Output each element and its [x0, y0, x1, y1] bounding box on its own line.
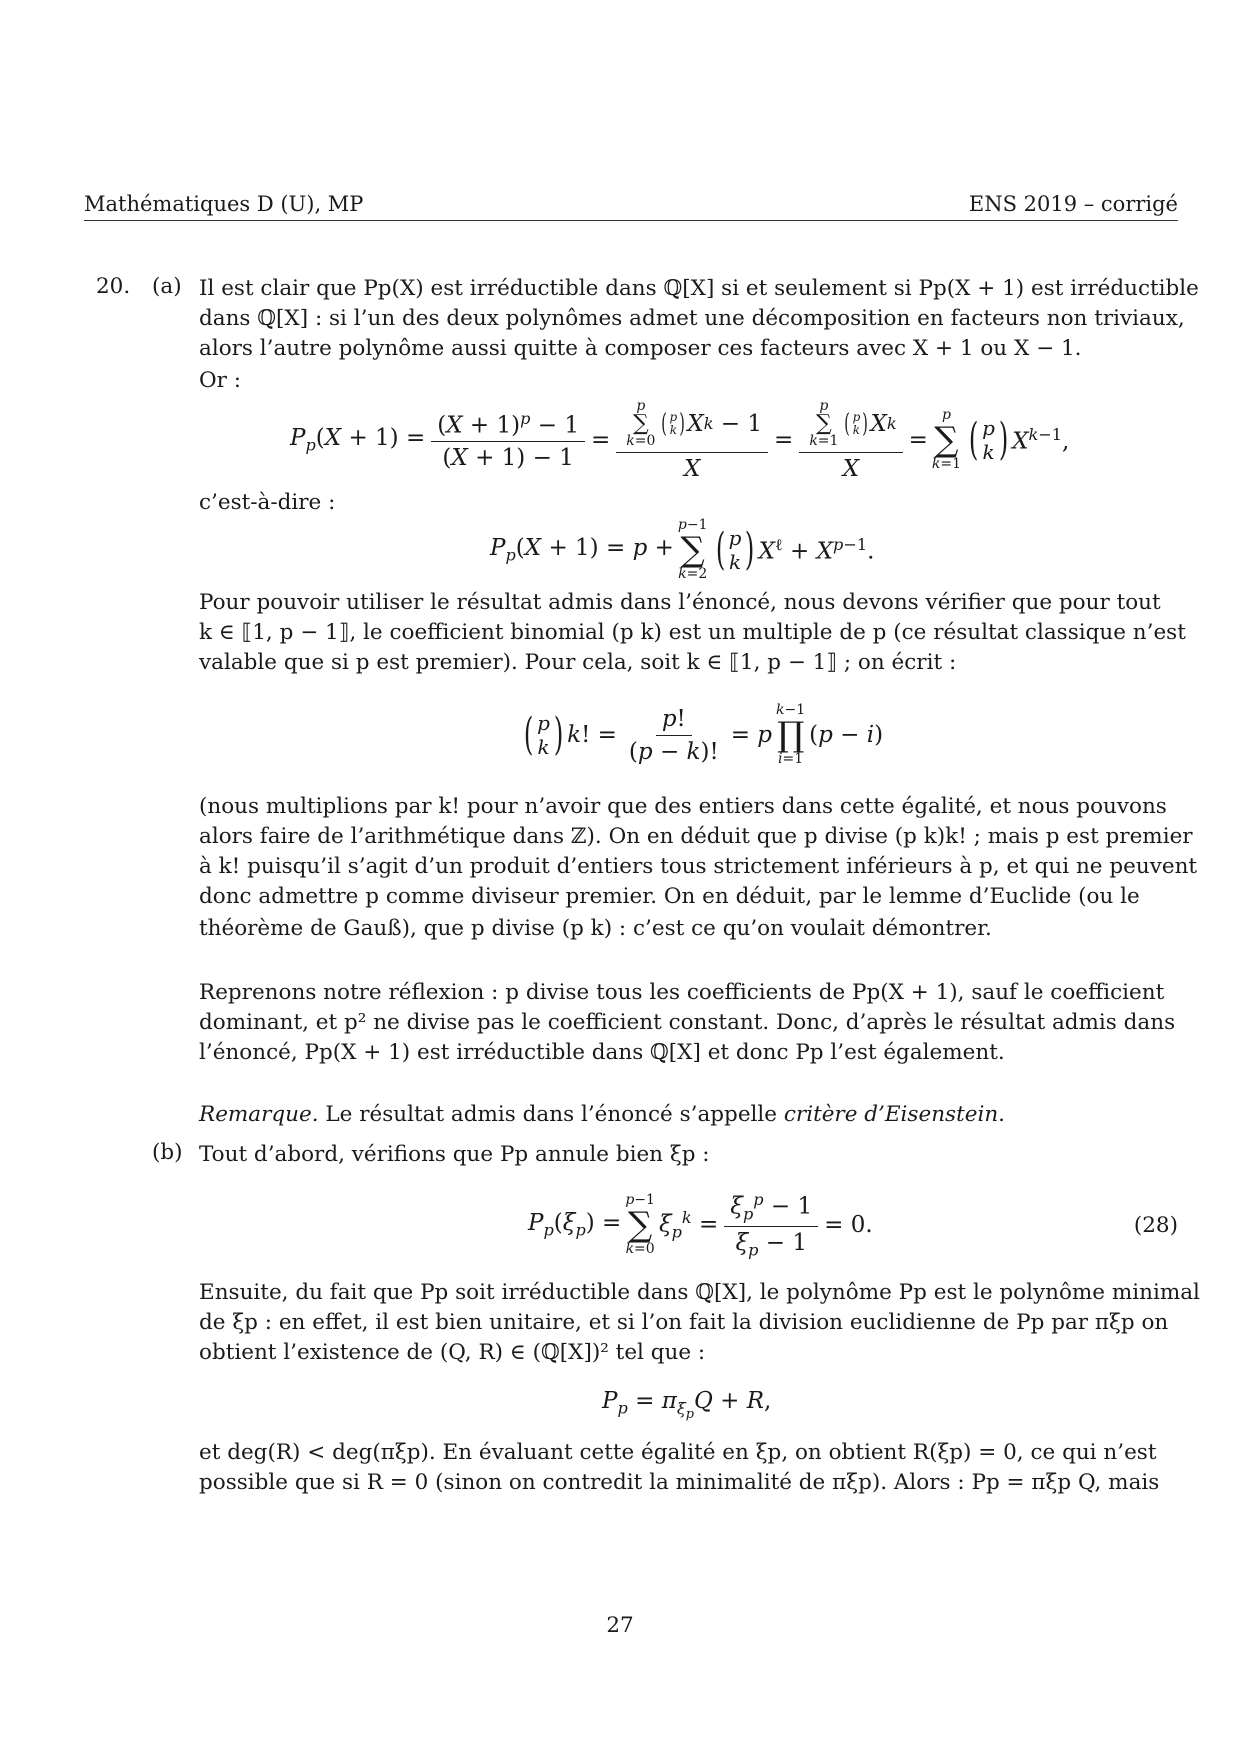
text-line: possible que si R = 0 (sinon on contredit la minimalité de πξp). Alors : Pp = πξp Q, mais	[199, 1470, 1160, 1495]
remark-term: critère d’Eisenstein	[783, 1102, 999, 1127]
remark-text: Le résultat admis dans l’énoncé s’appelle	[325, 1102, 778, 1127]
text-line: à k! puisqu’il s’agit d’un produit d’entiers tous strictement inférieurs à p, et qui ne peuvent	[199, 854, 1198, 879]
text-line: dans ℚ[X] : si l’un des deux polynômes admet une décomposition en facteurs non triviaux,	[199, 306, 1185, 331]
remark: Remarque. Le résultat admis dans l’énoncé s’appelle critère d’Eisenstein.	[199, 1102, 1006, 1127]
text-line: Reprenons notre réflexion : p divise tous les coefficients de Pp(X + 1), sauf le coefficient	[199, 980, 1165, 1005]
part-a-label: (a)	[152, 274, 182, 299]
text-line: Il est clair que Pp(X) est irréductible dans ℚ[X] si et seulement si Pp(X + 1) est irréductible	[199, 276, 1199, 301]
text-line: Ensuite, du fait que Pp soit irréductible dans ℚ[X], le polynôme Pp est le polynôme minimal	[199, 1280, 1200, 1305]
equation-division: $P_p = \pi_{\xi_p}Q + R$,	[602, 1388, 772, 1422]
text-line: dominant, et p² ne divise pas le coefficient constant. Donc, d’après le résultat admis dans	[199, 1010, 1176, 1035]
text-line: de ξp : en effet, il est bien unitaire, et si l’on fait la division euclidienne de Pp par πξp on	[199, 1310, 1169, 1335]
text-line: valable que si p est premier). Pour cela, soit k ∈ ⟦1, p − 1⟧ ; on écrit :	[199, 650, 957, 675]
text-line: c’est-à-dire :	[199, 490, 336, 515]
text-line: alors faire de l’arithmétique dans ℤ). On en déduit que p divise (p k)k! ; mais p est premier	[199, 824, 1193, 849]
equation-pp-shift: $P_p(X + 1)$ = $\frac{(X + 1)^p - 1}{(X + 1) - 1}$ = p ∑ k=0 ( p k ) X k − 1 X = p ∑ k=1 ( p k ) X k X = p ∑ k=1 ( p k ) $X^{k-1}$,	[290, 397, 1070, 482]
equation-pp-expanded: $P_p(X + 1) = p$ + p−1 ∑ k=2 ( p k ) $X^\ell + X^{p-1}$.	[490, 517, 875, 582]
header-left: Mathématiques D (U), MP	[84, 192, 364, 216]
text-line: obtient l’existence de (Q, R) ∈ (ℚ[X])² tel que :	[199, 1340, 706, 1365]
problem-number: 20.	[96, 274, 131, 299]
page-number: 27	[606, 1613, 634, 1638]
text-line: théorème de Gauß), que p divise (p k) : c’est ce qu’on voulait démontrer.	[199, 916, 992, 941]
text-line: k ∈ ⟦1, p − 1⟧, le coefficient binomial (p k) est un multiple de p (ce résultat classique n’est	[199, 620, 1186, 645]
remark-label: Remarque.	[199, 1102, 319, 1127]
equation-28: $P_p(\xi_p)$ = p−1 ∑ k=0 $\xi_p^k$ = $\frac{\xi_p^p - 1}{\xi_p - 1}$ = 0.	[528, 1190, 873, 1260]
header-right: ENS 2019 – corrigé	[968, 192, 1178, 216]
text-line: et deg(R) < deg(πξp). En évaluant cette égalité en ξp, on obtient R(ξp) = 0, ce qui n’est	[199, 1440, 1157, 1465]
equation-binomial-product: ( p k ) k! = $\frac{p!}{(p - k)!}$ = p k−1 ∏ i=1 (p − i)	[523, 702, 884, 767]
text-line: (nous multiplions par k! pour n’avoir que des entiers dans cette égalité, et nous pouvons	[199, 794, 1167, 819]
text-line: l’énoncé, Pp(X + 1) est irréductible dans ℚ[X] et donc Pp l’est également.	[199, 1040, 1005, 1065]
text-line: Tout d’abord, vérifions que Pp annule bien ξp :	[199, 1142, 710, 1167]
text-line: donc admettre p comme diviseur premier. On en déduit, par le lemme d’Euclide (ou le	[199, 884, 1140, 909]
text-line: alors l’autre polynôme aussi quitte à composer ces facteurs avec X + 1 ou X − 1.	[199, 336, 1082, 361]
equation-number: (28)	[1133, 1213, 1178, 1238]
page-header	[84, 192, 1178, 221]
text-line: Or :	[199, 368, 241, 393]
text-line: Pour pouvoir utiliser le résultat admis dans l’énoncé, nous devons vérifier que pour tout	[199, 590, 1161, 615]
part-b-label: (b)	[152, 1140, 183, 1165]
